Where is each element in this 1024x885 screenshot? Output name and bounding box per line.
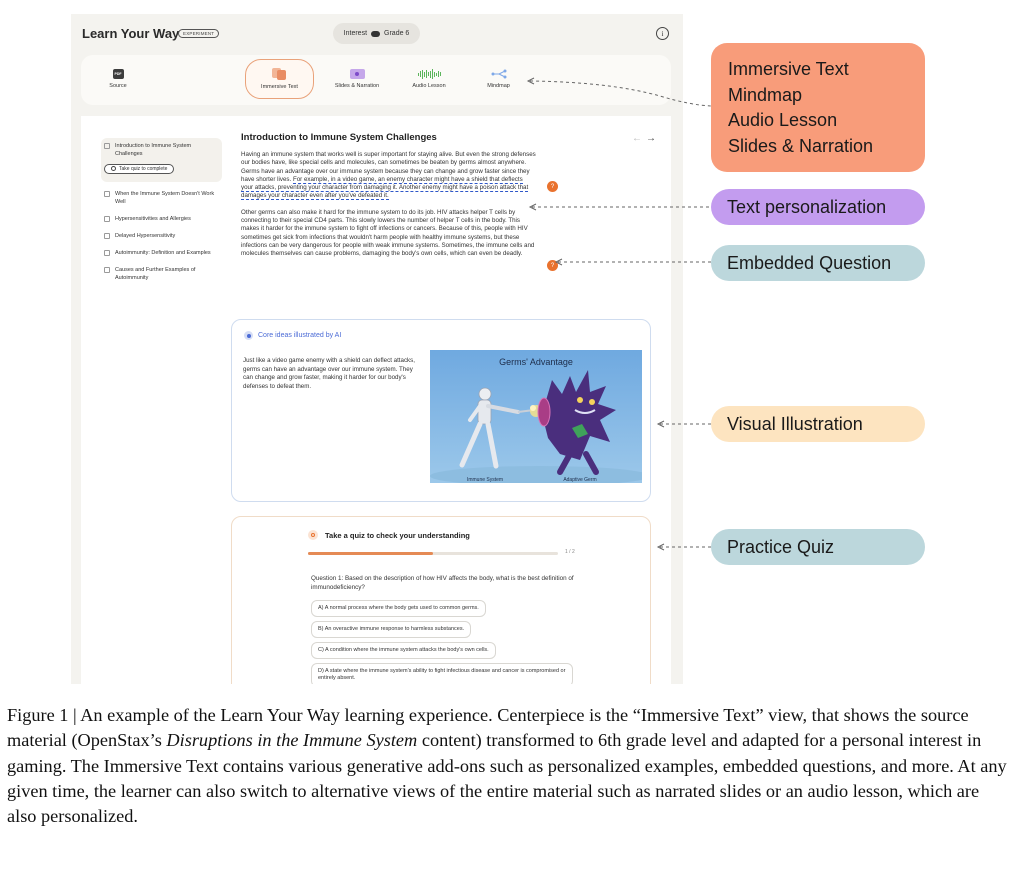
quiz-option[interactable]: B) An overactive immune response to harmless substances.: [311, 621, 471, 638]
quiz-option[interactable]: C) A condition where the immune system attacks the body's own cells.: [311, 642, 496, 659]
app-logo: Learn Your Way: [82, 26, 180, 41]
paragraph-1-text: Having an immune system that works well is super important for staying alive. But even the strong defenses our bodies have, like special cells and molecules, can sometimes be beaten by germs almost anywhere. Germs have an advantage over our immune system because they can change and grow faster since they have shorter lives.: [241, 151, 536, 183]
personalized-example[interactable]: For example, in a video game, an enemy character might have a shield that deflects your attacks, preventing your character from damaging it. Another enemy might have a poison attack that damages your character even after you've defeated it.: [241, 175, 529, 200]
quiz-header-label: Take a quiz to check your understanding: [325, 530, 470, 540]
caption-prefix: Figure 1 | An example of the Learn Your Way learning experience. Centerpiece is the “Immersive Text” view, that shows the source material (OpenStax’s: [7, 705, 969, 751]
figure-caption: [7, 703, 1007, 829]
illustration-header-label: Core ideas illustrated by AI: [258, 332, 342, 339]
toc-item-label: When the Immune System Doesn't Work Well: [115, 191, 215, 205]
caption-suffix: content) transformed to 6th grade level and adapted for a personal interest in gaming. The Immersive Text contains various generative add-ons such as personalized examples, embedded questions, and more. At any given time, the learner can also switch to alternative views of the entire material such as narrated slides or an audio lesson, which are also personalized.: [7, 730, 1007, 827]
paragraph-2: Other germs can also make it hard for the immune system to do its job. HIV attacks helper T cells by connecting to their special CD4 parts. This slowly lowers the number of helper T cells in the body. This makes it harder for the immune system to fight off infections or cancers. Because of this, people with HIV sometimes get sick from infections that wouldn't harm people with healthy immune systems, but these infections can be very dangerous for people with weak immune systems. Sometimes, the immune cells and molecules themselves can cause problems, damaging the body's own cells, which can even be deadly.: [241, 208, 535, 258]
toc-item-label: Hypersensitivities and Allergies: [115, 216, 191, 222]
take-quiz-label: Take quiz to complete: [119, 165, 168, 172]
pdf-icon: PDF: [113, 69, 124, 79]
annotation-view-label: Audio Lesson: [728, 110, 838, 130]
toc-item-label: Introduction to Immune System Challenges: [115, 143, 192, 157]
connector-views: [530, 81, 711, 106]
tool-slides-label: Slides & Narration: [334, 83, 380, 89]
tool-source-label: Source: [109, 83, 127, 89]
quiz-option[interactable]: D) A state where the immune system's ability to fight infectious disease and cancer is compromised or entirely absent.: [311, 663, 573, 684]
annotation-view-label: Mindmap: [728, 84, 803, 105]
caption-italic: Disruptions in the Immune System: [166, 730, 418, 751]
toc-item-label: Causes and Further Examples of Autoimmunity: [115, 267, 196, 281]
quiz-progress-label: 1 / 2: [565, 549, 575, 555]
embedded-question-marker[interactable]: ?: [547, 260, 558, 271]
embedded-question-marker[interactable]: ?: [547, 181, 558, 192]
toc-item-label: Delayed Hypersensitivity: [115, 233, 176, 239]
section-title: Introduction to Immune System Challenges: [241, 132, 437, 143]
next-arrow-icon[interactable]: →: [646, 133, 660, 144]
tool-immersive-label: Immersive Text: [261, 84, 298, 90]
image-left-caption: Immune System: [466, 477, 504, 483]
visual-illustration-annotation: Visual Illustration: [711, 406, 925, 442]
practice-quiz-annotation: Practice Quiz: [711, 529, 925, 565]
quiz-question: Question 1: Based on the description of how HIV affects the body, what is the best definition of immunodeficiency?: [311, 575, 574, 591]
quiz-option[interactable]: A) A normal process where the body gets used to common germs.: [311, 600, 486, 617]
prev-arrow-icon[interactable]: ←: [632, 133, 646, 144]
annotation-view-label: Slides & Narration: [728, 135, 874, 156]
grade-label: Grade 6: [384, 30, 410, 37]
experiment-badge: EXPERIMENT: [178, 29, 219, 38]
tool-audio-label: Audio Lesson: [412, 83, 446, 89]
info-icon[interactable]: i: [656, 27, 669, 40]
interest-label: Interest: [343, 30, 368, 37]
text-personalization-annotation: Text personalization: [711, 189, 925, 225]
embedded-question-annotation: Embedded Question: [711, 245, 925, 281]
image-title: Germs' Advantage: [499, 357, 573, 367]
tool-mindmap-label: Mindmap: [487, 83, 510, 89]
annotation-view-label: Immersive Text: [728, 59, 849, 79]
image-right-caption: Adaptive Germ: [563, 477, 597, 483]
toc-item-label: Autoimmunity: Definition and Examples: [115, 250, 211, 256]
illustration-text: Just like a video game enemy with a shield can deflect attacks, germs can have an advantage over our immune system. They can change and grow faster, making it harder for our body's defenses to defeat them.: [243, 357, 415, 390]
